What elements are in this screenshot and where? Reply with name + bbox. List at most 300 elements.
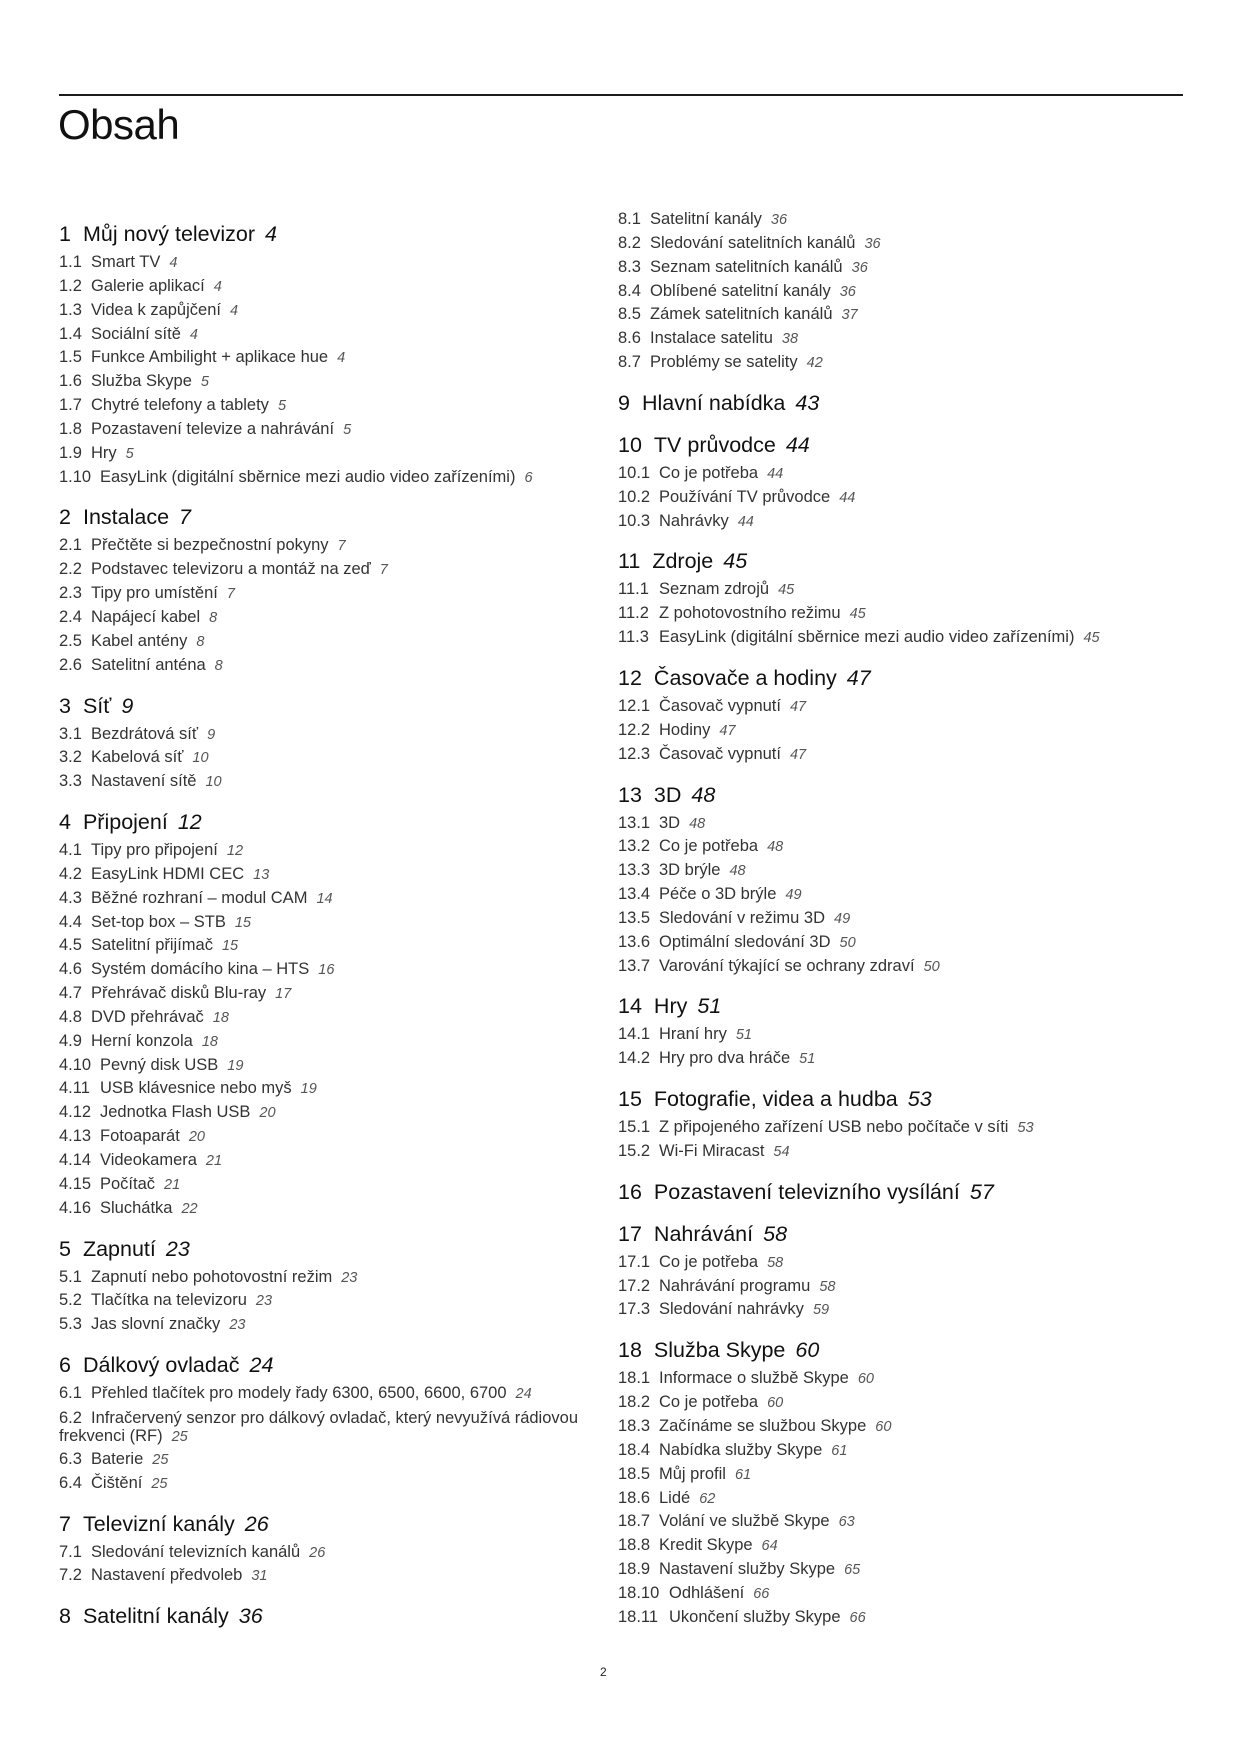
entry-title: EasyLink (digitální sběrnice mezi audio video zařízeními) (100, 467, 516, 486)
entry-title: Odhlášení (669, 1583, 745, 1602)
entry-number: 10.1 (618, 463, 651, 482)
toc-entry[interactable] (618, 626, 1178, 650)
entry-title: Jas slovní značky (91, 1315, 221, 1334)
entry-title: Zámek satelitních kanálů (650, 305, 833, 324)
toc-entry[interactable] (618, 303, 1178, 327)
toc-entry[interactable] (59, 630, 579, 654)
entry-page: 10 (192, 750, 209, 767)
entry-title: Pozastavení televize a nahrávání (91, 419, 335, 438)
toc-entry[interactable] (59, 534, 579, 558)
toc-entry[interactable] (618, 1047, 1178, 1071)
toc-chapter[interactable] (59, 1510, 579, 1538)
entry-number: 4.2 (59, 864, 82, 883)
entry-page: 7 (379, 562, 388, 579)
entry-page: 44 (839, 489, 856, 506)
toc-entry[interactable] (618, 1023, 1178, 1047)
entry-page: 60 (767, 1395, 784, 1412)
entry-number: 1.5 (59, 348, 82, 367)
entry-number: 8.4 (618, 281, 641, 300)
toc-entry[interactable] (618, 1606, 1178, 1630)
toc-chapter[interactable] (59, 220, 579, 248)
entry-title: Funkce Ambilight + aplikace hue (91, 348, 329, 367)
entry-title: Zapnutí nebo pohotovostní režim (91, 1267, 333, 1286)
toc-entry[interactable] (618, 1463, 1178, 1487)
chapter-page: 53 (907, 1087, 932, 1112)
entry-number: 1.9 (59, 443, 82, 462)
entry-number: 12.1 (618, 696, 651, 715)
entry-number: 11.1 (618, 580, 649, 599)
chapter-page: 60 (795, 1338, 820, 1363)
entry-page: 45 (1083, 630, 1100, 647)
toc-entry[interactable] (59, 299, 579, 323)
toc-entry[interactable] (59, 1313, 579, 1337)
entry-title: EasyLink (digitální sběrnice mezi audio video zařízeními) (659, 628, 1075, 647)
chapter-number: 9 (618, 390, 630, 415)
toc-entry[interactable] (59, 582, 579, 606)
entry-page: 23 (229, 1317, 246, 1334)
entry-number: 17.1 (618, 1252, 651, 1271)
toc-entry[interactable] (618, 1534, 1178, 1558)
entry-page: 66 (849, 1609, 866, 1626)
entry-page: 54 (773, 1143, 790, 1160)
entry-page: 58 (819, 1278, 836, 1295)
toc-chapter[interactable] (59, 503, 579, 531)
toc-chapter[interactable] (618, 664, 1178, 692)
header-rule (59, 94, 1183, 96)
toc-entry[interactable] (59, 275, 579, 299)
entry-title: Nastavení předvoleb (91, 1566, 243, 1585)
toc-chapter[interactable] (59, 1351, 579, 1379)
chapter-page: 43 (795, 390, 820, 415)
toc-entry[interactable] (618, 1582, 1178, 1606)
chapter-number: 4 (59, 810, 71, 835)
entry-number: 18.4 (618, 1440, 651, 1459)
entry-title: Napájecí kabel (91, 607, 201, 626)
entry-title: Jednotka Flash USB (100, 1103, 251, 1122)
entry-title: Přehrávač disků Blu-ray (91, 984, 267, 1003)
entry-title: Smart TV (91, 253, 161, 271)
toc-entry[interactable] (59, 1448, 579, 1472)
toc-entry[interactable] (59, 863, 579, 887)
toc-entry[interactable] (618, 835, 1178, 859)
entry-number: 13.5 (618, 908, 651, 927)
toc-entry[interactable] (618, 955, 1178, 979)
toc-entry[interactable] (59, 558, 579, 582)
entry-number: 8.3 (618, 257, 641, 276)
toc-entry[interactable] (618, 1415, 1178, 1439)
entry-number: 1.2 (59, 276, 82, 295)
entry-page: 5 (200, 374, 209, 391)
toc-entry[interactable] (59, 1054, 579, 1078)
toc-entry[interactable] (59, 346, 579, 370)
toc-entry[interactable] (618, 232, 1178, 256)
entry-number: 4.8 (59, 1007, 82, 1026)
entry-number: 7.2 (59, 1566, 82, 1585)
toc-entry[interactable] (618, 931, 1178, 955)
toc-entry[interactable] (618, 1275, 1178, 1299)
toc-chapter[interactable] (618, 389, 1178, 417)
entry-title: Počítač (100, 1174, 156, 1193)
toc-entry[interactable] (618, 1298, 1178, 1322)
entry-number: 13.6 (618, 932, 651, 951)
entry-page: 66 (753, 1585, 770, 1602)
toc-entry[interactable] (618, 578, 1178, 602)
entry-title: Systém domácího kina – HTS (91, 960, 310, 979)
toc-chapter[interactable] (59, 1235, 579, 1263)
entry-number: 4.11 (59, 1079, 90, 1098)
toc-entry[interactable] (618, 1487, 1178, 1511)
entry-number: 4.7 (59, 984, 82, 1003)
entry-title: Pevný disk USB (100, 1055, 219, 1074)
entry-number: 5.1 (59, 1267, 82, 1286)
entry-page: 10 (205, 774, 222, 791)
toc-entry[interactable] (59, 442, 579, 466)
toc-entry[interactable] (618, 859, 1178, 883)
toc-entry[interactable] (59, 1541, 579, 1565)
toc-entry[interactable] (618, 208, 1178, 232)
chapter-title: Hry (653, 994, 688, 1019)
entry-page: 36 (839, 283, 856, 300)
entry-page: 48 (689, 815, 706, 832)
toc-entry[interactable] (59, 1472, 579, 1496)
toc-chapter[interactable] (618, 1336, 1178, 1364)
chapter-title: Fotografie, videa a hudba (653, 1087, 898, 1112)
toc-entry[interactable] (59, 1197, 579, 1221)
entry-number: 13.2 (618, 837, 651, 856)
chapter-title: TV průvodce (653, 432, 776, 457)
page-number: 2 (600, 1665, 607, 1679)
entry-page: 15 (221, 938, 239, 955)
toc-entry[interactable] (618, 883, 1178, 907)
entry-number: 2.5 (59, 631, 82, 650)
toc-entry[interactable] (618, 1439, 1178, 1463)
entry-number: 8.6 (618, 329, 641, 348)
toc-entry[interactable] (59, 723, 579, 747)
entry-number: 10.3 (618, 511, 651, 530)
chapter-page: 45 (723, 549, 748, 574)
entry-title: Sociální sítě (91, 324, 181, 343)
chapter-number: 6 (59, 1353, 71, 1378)
entry-page: 21 (164, 1176, 181, 1193)
entry-title: Sledování satelitních kanálů (650, 233, 856, 252)
toc-entry[interactable] (618, 1251, 1178, 1275)
entry-number: 17.2 (618, 1276, 651, 1295)
entry-number: 4.13 (59, 1127, 92, 1146)
entry-title: Co je potřeba (659, 1252, 759, 1271)
entry-page: 50 (923, 958, 940, 975)
chapter-page: 23 (165, 1236, 190, 1261)
toc-entry[interactable] (59, 1564, 579, 1588)
toc-entry[interactable] (59, 1266, 579, 1290)
entry-title: Nastavení služby Skype (659, 1560, 836, 1579)
entry-title: Sluchátka (100, 1198, 173, 1217)
entry-title: 3D (659, 813, 681, 832)
entry-page: 44 (767, 465, 784, 482)
entry-number: 8.1 (618, 210, 641, 228)
entry-title: Nahrávky (659, 511, 729, 530)
entry-title: Časovač vypnutí (659, 744, 781, 763)
toc-entry[interactable] (59, 1149, 579, 1173)
entry-title: Sledování nahrávky (659, 1300, 804, 1319)
entry-page: 16 (318, 962, 335, 979)
toc-entry[interactable] (59, 1101, 579, 1125)
toc-entry[interactable] (618, 1367, 1178, 1391)
entry-number: 15.1 (618, 1118, 651, 1137)
entry-number: 8.7 (618, 353, 641, 372)
entry-page: 15 (234, 914, 251, 931)
toc-entry[interactable] (59, 394, 579, 418)
toc-entry[interactable] (59, 746, 579, 770)
chapter-title: Zapnutí (82, 1236, 156, 1261)
entry-page: 53 (1017, 1120, 1034, 1137)
toc-entry[interactable] (59, 911, 579, 935)
toc-entry[interactable] (618, 486, 1178, 510)
entry-title: Ukončení služby Skype (669, 1607, 841, 1626)
toc-entry[interactable] (59, 1125, 579, 1149)
entry-title: Z pohotovostního režimu (659, 604, 841, 623)
entry-number: 12.3 (618, 744, 651, 763)
toc-entry[interactable] (618, 351, 1178, 375)
chapter-number: 11 (618, 549, 641, 574)
toc-entry[interactable] (618, 907, 1178, 931)
chapter-page: 48 (691, 782, 716, 807)
toc-entry[interactable] (59, 1289, 579, 1313)
toc-entry[interactable] (59, 654, 579, 678)
toc-chapter[interactable] (618, 992, 1178, 1020)
entry-title: Čištění (91, 1473, 143, 1492)
toc-entry[interactable] (618, 1510, 1178, 1534)
toc-entry[interactable] (618, 695, 1178, 719)
entry-number: 2.1 (59, 536, 82, 555)
entry-title: DVD přehrávač (91, 1007, 204, 1026)
chapter-page: 4 (265, 222, 278, 246)
entry-page: 13 (253, 866, 270, 883)
entry-title: Co je potřeba (659, 463, 759, 482)
entry-title: EasyLink HDMI CEC (91, 864, 245, 883)
entry-number: 18.1 (618, 1369, 651, 1388)
toc-chapter[interactable] (59, 808, 579, 836)
toc-entry[interactable] (618, 280, 1178, 304)
chapter-number: 2 (59, 505, 71, 530)
entry-page: 36 (770, 212, 788, 228)
chapter-title: Připojení (82, 810, 168, 835)
entry-page: 36 (864, 235, 881, 252)
entry-title: USB klávesnice nebo myš (100, 1079, 292, 1098)
entry-page: 25 (171, 1428, 188, 1445)
toc-entry[interactable] (59, 418, 579, 442)
chapter-title: Pozastavení televizního vysílání (653, 1179, 960, 1204)
chapter-page: 44 (785, 432, 810, 457)
entry-page: 20 (188, 1129, 205, 1146)
toc-entry[interactable] (618, 812, 1178, 836)
entry-page: 42 (806, 355, 823, 372)
toc-chapter[interactable] (59, 1602, 579, 1630)
entry-number: 4.14 (59, 1151, 92, 1169)
toc-chapter[interactable] (618, 547, 1178, 575)
chapter-title: Dálkový ovladač (82, 1353, 240, 1378)
toc-entry[interactable] (59, 934, 579, 958)
toc-entry[interactable] (618, 327, 1178, 351)
entry-number: 13.1 (618, 813, 651, 832)
entry-number: 18.8 (618, 1536, 651, 1555)
chapter-number: 13 (618, 782, 642, 807)
entry-page: 65 (844, 1562, 861, 1579)
entry-number: 4.1 (59, 841, 82, 860)
entry-title: Kabel antény (91, 631, 188, 650)
entry-title: Problémy se satelity (650, 353, 798, 372)
entry-title: Péče o 3D brýle (659, 885, 777, 904)
toc-entry[interactable] (59, 606, 579, 630)
toc-chapter[interactable] (618, 431, 1178, 459)
toc-chapter[interactable] (618, 1220, 1178, 1248)
toc-chapter[interactable] (59, 692, 579, 720)
entry-number: 18.2 (618, 1393, 651, 1412)
entry-page: 4 (337, 350, 346, 367)
entry-page: 9 (207, 726, 216, 743)
toc-entry[interactable] (59, 1406, 579, 1448)
entry-page: 37 (841, 307, 858, 324)
entry-number: 13.4 (618, 885, 651, 904)
chapter-page: 57 (969, 1179, 994, 1204)
toc-entry[interactable] (59, 370, 579, 394)
entry-title: Co je potřeba (659, 1393, 759, 1412)
entry-number: 4.5 (59, 936, 82, 955)
entry-page: 12 (226, 843, 244, 860)
chapter-title: 3D (653, 782, 682, 807)
entry-title: Videa k zapůjčení (91, 300, 221, 319)
toc-entry[interactable] (59, 839, 579, 863)
toc-entry[interactable] (59, 887, 579, 911)
entry-number: 4.6 (59, 960, 82, 979)
entry-title: Videokamera (100, 1151, 197, 1169)
entry-title: Běžné rozhraní – modul CAM (91, 888, 308, 907)
entry-title: Baterie (91, 1449, 144, 1468)
entry-page: 47 (789, 698, 807, 715)
entry-number: 4.9 (59, 1031, 82, 1050)
entry-title: Hraní hry (659, 1025, 727, 1044)
toc-entry[interactable] (618, 719, 1178, 743)
entry-number: 4.10 (59, 1055, 92, 1074)
toc-entry[interactable] (59, 1006, 579, 1030)
toc-entry[interactable] (618, 1558, 1178, 1582)
chapter-page: 47 (846, 665, 871, 690)
entry-page: 4 (189, 326, 198, 343)
toc-entry[interactable] (618, 510, 1178, 534)
chapter-number: 5 (59, 1236, 71, 1261)
toc-entry[interactable] (59, 1382, 579, 1406)
toc-entry[interactable] (59, 323, 579, 347)
chapter-title: Hlavní nabídka (641, 390, 786, 415)
toc-entry[interactable] (59, 1077, 579, 1101)
entry-title: Informace o službě Skype (659, 1369, 849, 1388)
toc-entry[interactable] (618, 256, 1178, 280)
entry-title: Oblíbené satelitní kanály (650, 281, 831, 300)
entry-page: 58 (767, 1254, 784, 1271)
toc-entry[interactable] (618, 1140, 1178, 1164)
entry-number: 6.3 (59, 1449, 82, 1468)
entry-number: 17.3 (618, 1300, 651, 1319)
toc-entry[interactable] (618, 462, 1178, 486)
entry-number: 15.2 (618, 1141, 651, 1160)
toc-entry[interactable] (618, 1391, 1178, 1415)
entry-number: 5.2 (59, 1291, 82, 1310)
toc-entry[interactable] (59, 1173, 579, 1197)
entry-number: 18.11 (618, 1607, 659, 1626)
toc-entry[interactable] (59, 770, 579, 794)
entry-page: 23 (341, 1269, 358, 1286)
entry-title: Fotoaparát (100, 1127, 180, 1146)
entry-page: 63 (838, 1514, 855, 1531)
entry-title: Instalace satelitu (650, 329, 773, 348)
entry-number: 1.3 (59, 300, 82, 319)
entry-title: Satelitní kanály (650, 210, 762, 228)
entry-title: Satelitní přijímač (91, 936, 213, 955)
chapter-title: Instalace (82, 505, 170, 530)
entry-number: 1.6 (59, 372, 82, 391)
toc-chapter[interactable] (618, 781, 1178, 809)
entry-page: 19 (300, 1081, 317, 1098)
entry-number: 18.7 (618, 1512, 651, 1531)
entry-title: Tlačítka na televizoru (91, 1291, 247, 1310)
toc-entry[interactable] (59, 466, 579, 490)
entry-number: 7.1 (59, 1542, 82, 1561)
toc-entry[interactable] (59, 251, 579, 275)
entry-number: 1.8 (59, 419, 82, 438)
entry-number: 11.2 (618, 604, 649, 623)
entry-page: 19 (227, 1057, 244, 1074)
entry-page: 4 (169, 255, 178, 271)
entry-number: 8.5 (618, 305, 641, 324)
entry-number: 1.4 (59, 324, 82, 343)
chapter-number: 10 (618, 432, 642, 457)
toc-entry[interactable] (59, 958, 579, 982)
entry-page: 21 (205, 1153, 223, 1169)
chapter-page: 58 (763, 1221, 788, 1246)
entry-title: Volání ve službě Skype (659, 1512, 830, 1531)
entry-page: 17 (275, 986, 292, 1003)
entry-page: 6 (524, 469, 533, 486)
entry-title: Nastavení sítě (91, 772, 197, 791)
toc-chapter[interactable] (618, 1178, 1178, 1206)
entry-page: 45 (778, 582, 795, 599)
entry-number: 2.2 (59, 560, 82, 579)
toc-chapter[interactable] (618, 1085, 1178, 1113)
entry-title: Z připojeného zařízení USB nebo počítače v síti (659, 1118, 1009, 1137)
entry-title: Tipy pro umístění (91, 584, 218, 603)
entry-title: Přečtěte si bezpečnostní pokyny (91, 536, 329, 555)
chapter-title: Televizní kanály (82, 1511, 235, 1536)
toc-entry[interactable] (59, 982, 579, 1006)
toc-entry[interactable] (618, 743, 1178, 767)
chapter-page: 7 (179, 505, 191, 530)
entry-number: 3.3 (59, 772, 82, 791)
toc-entry[interactable] (618, 602, 1178, 626)
entry-title: Seznam satelitních kanálů (650, 257, 843, 276)
toc-entry[interactable] (618, 1116, 1178, 1140)
entry-number: 3.1 (59, 724, 82, 743)
toc-entry[interactable] (59, 1030, 579, 1054)
entry-page: 8 (196, 633, 205, 650)
entry-number: 4.3 (59, 888, 82, 907)
entry-page: 60 (875, 1419, 892, 1435)
entry-number: 13.7 (618, 956, 651, 975)
entry-page: 25 (151, 1475, 168, 1492)
entry-title: Co je potřeba (659, 837, 759, 856)
entry-page: 51 (799, 1051, 816, 1068)
entry-number: 4.12 (59, 1103, 92, 1122)
entry-title: 3D brýle (659, 861, 721, 880)
entry-page: 64 (761, 1538, 778, 1555)
